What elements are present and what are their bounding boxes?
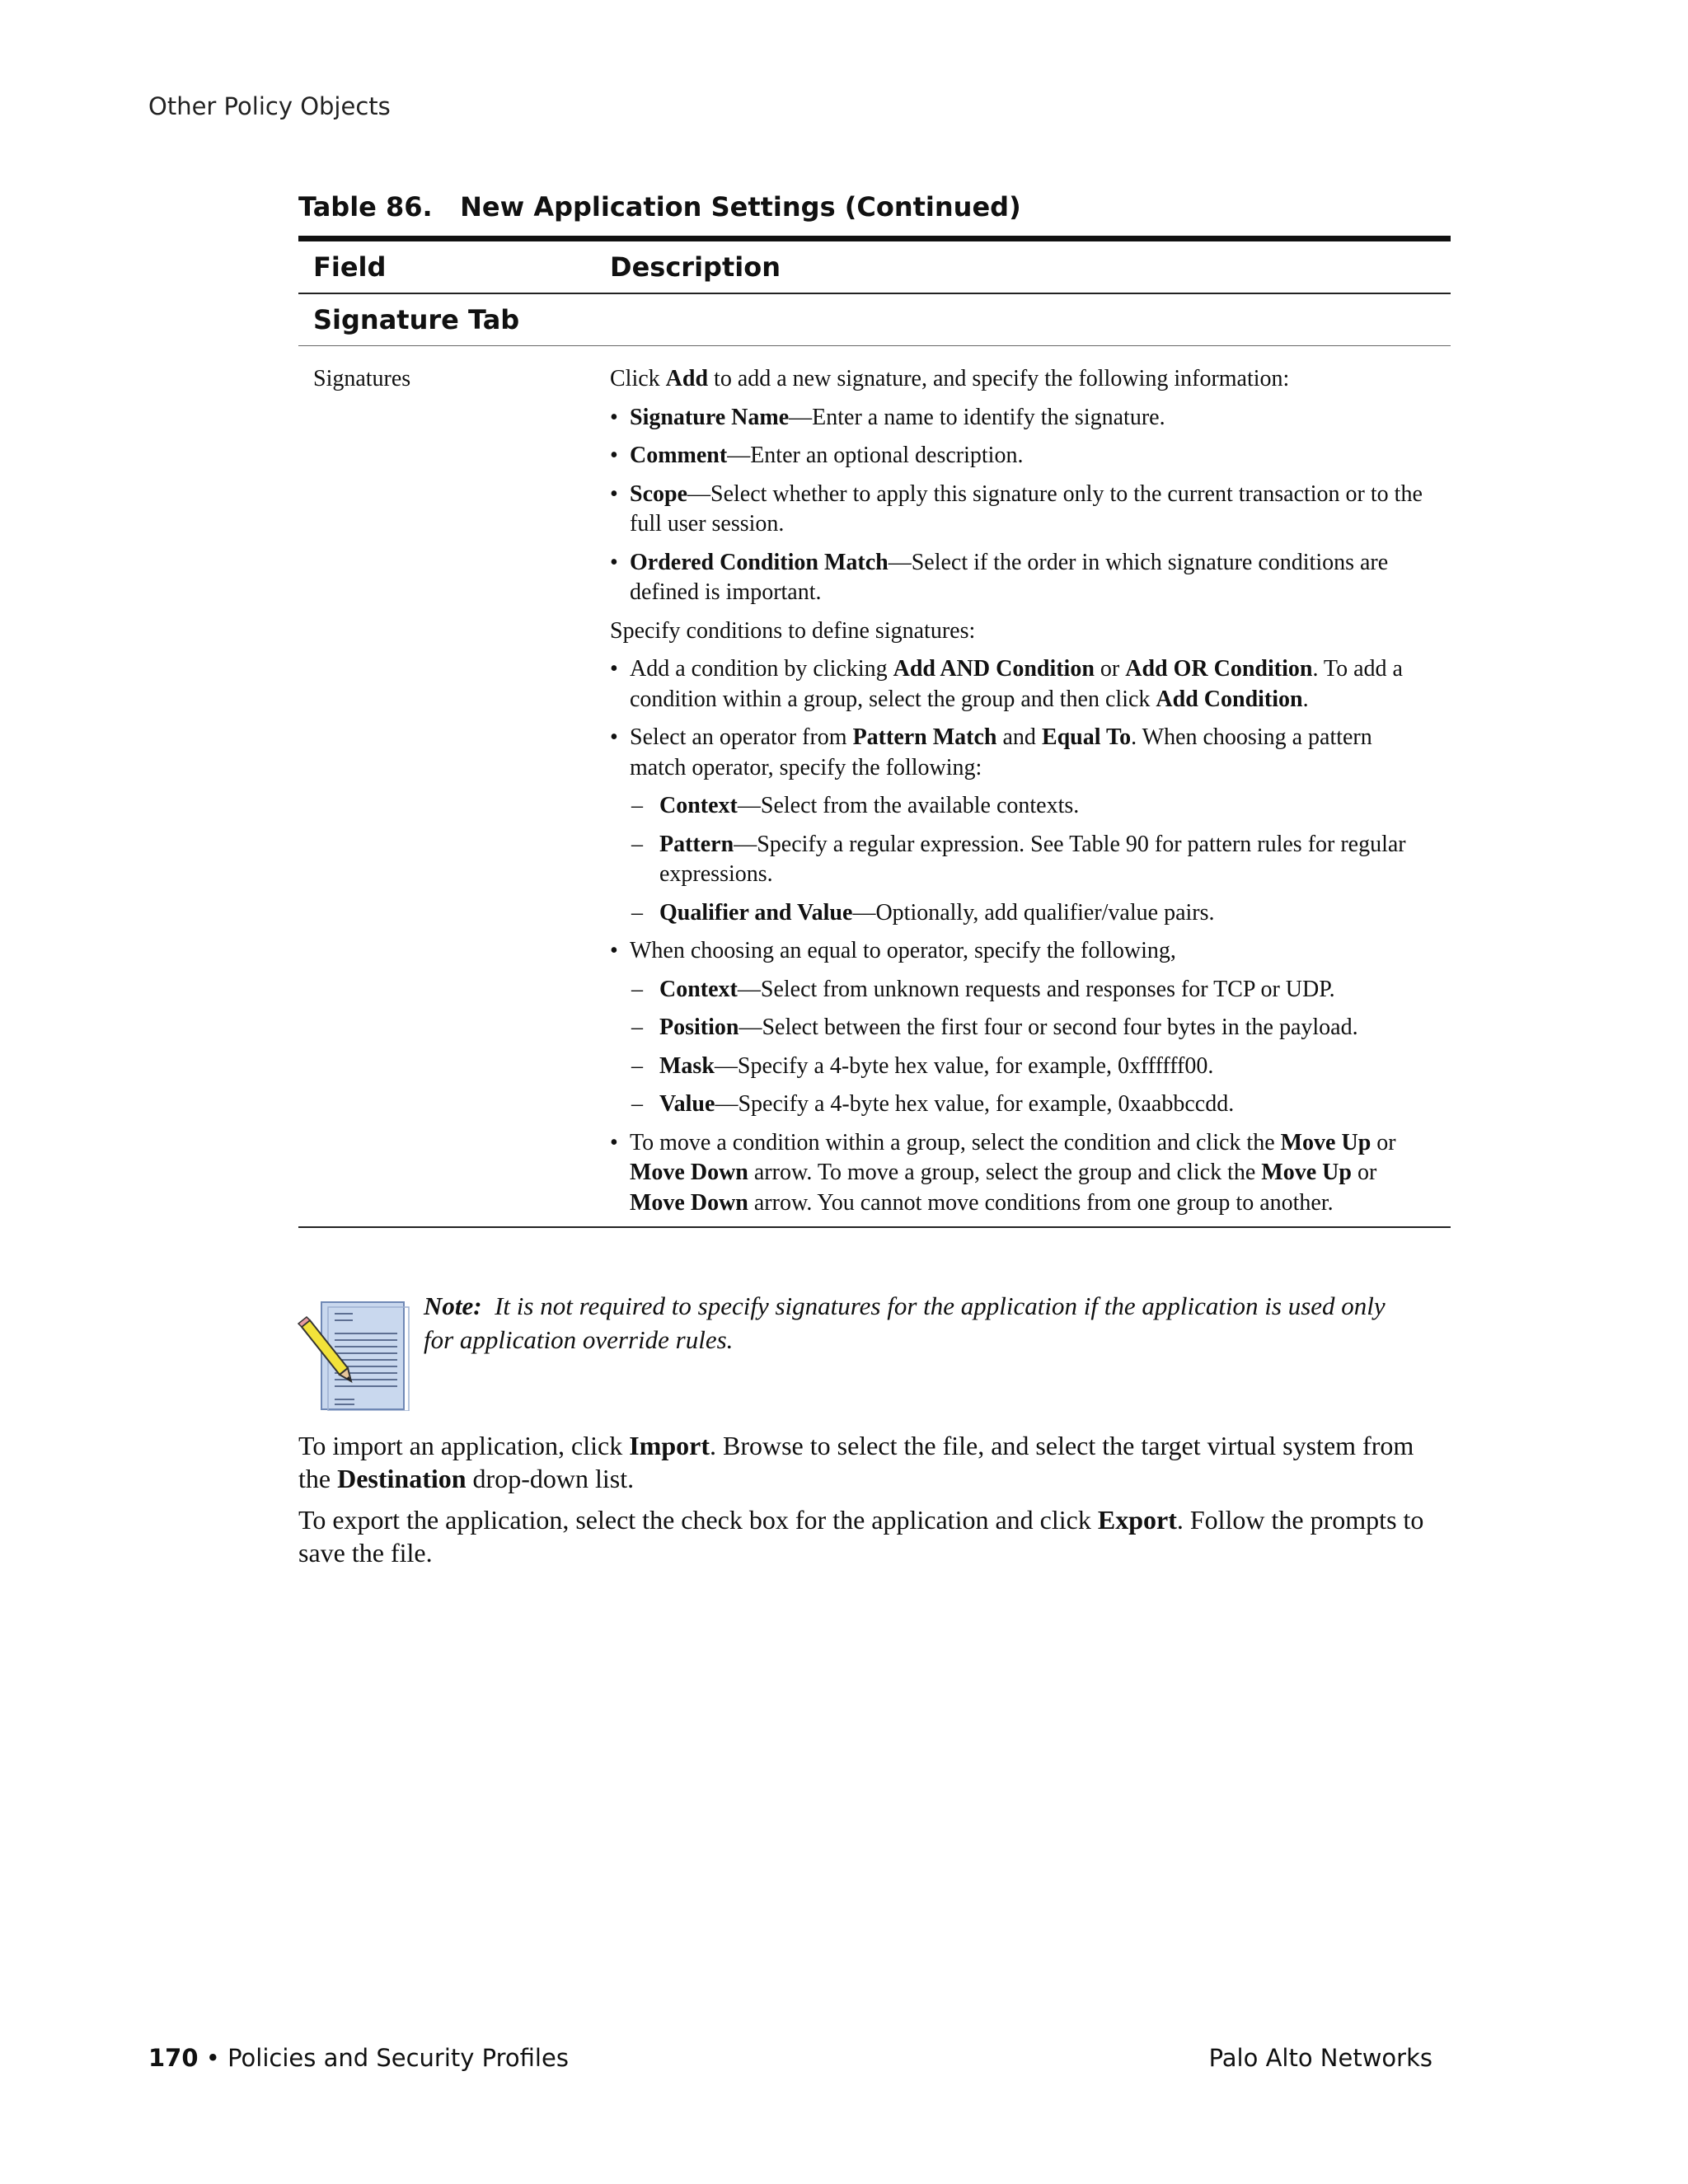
sub-list-item: – Mask—Specify a 4-byte hex value, for example, 0xffffff00. [631, 1052, 1214, 1079]
column-header-description: Description [610, 251, 781, 283]
note-pencil-icon [297, 1296, 412, 1411]
sub-list-item: – Pattern—Specify a regular expression. See Table 90 for pattern rules for regular expressions. [631, 831, 1406, 887]
list-item: • Signature Name—Enter a name to identify the signature. [610, 404, 1165, 430]
export-paragraph: To export the application, select the check box for the application and click Export. Follow the prompts to save the file. [298, 1505, 1424, 1568]
list-item: • Add a condition by clicking Add AND Condition or Add OR Condition. To add a condition within a group, select the group and then click Add Condition. [610, 656, 1403, 712]
list-item: • To move a condition within a group, select the condition and click the Move Up or Move Down arrow. To move a group, select the group and click the Move Up or Move Down arrow. You cannot move conditions from one group to another. [610, 1129, 1396, 1216]
list-item: • When choosing an equal to operator, specify the following, [610, 938, 1176, 963]
section-title: Signature Tab [313, 304, 520, 335]
table-row [298, 346, 1451, 1226]
section-row [298, 294, 1451, 345]
row-field: Signatures [313, 366, 411, 391]
page-number: 170 [148, 2044, 199, 2072]
list-item: • Comment—Enter an optional description. [610, 443, 1024, 468]
table-header-row [298, 241, 1451, 293]
sub-list-item: – Context—Select from the available contexts. [631, 793, 1080, 818]
list-item: • Scope—Select whether to apply this signature only to the current transaction or to the full user session. [610, 480, 1423, 537]
intro-text: Click Add to add a new signature, and specify the following information: [610, 366, 1290, 391]
specify-text: Specify conditions to define signatures: [610, 617, 976, 644]
sub-list-item: – Qualifier and Value—Optionally, add qualifier/value pairs. [631, 899, 1215, 926]
note-text: Note: It is not required to specify signatures for the application if the application is used only for application override rules. [424, 1291, 1386, 1354]
table-title: Table 86. New Application Settings (Continued) [298, 191, 1021, 223]
footer-section: Policies and Security Profiles [227, 2044, 569, 2072]
column-header-field: Field [313, 251, 387, 283]
list-item: • Select an operator from Pattern Match and Equal To. When choosing a pattern match operator, specify the following: [610, 724, 1372, 780]
list-item: • Ordered Condition Match—Select if the order in which signature conditions are defined is important. [610, 549, 1389, 605]
sub-list-item: – Context—Select from unknown requests and responses for TCP or UDP. [631, 976, 1335, 1002]
note-box [297, 1286, 1451, 1409]
table-bottom-rule [298, 1226, 1451, 1228]
settings-table [298, 236, 1451, 1228]
sub-list-item: – Value—Specify a 4-byte hex value, for example, 0xaabbccdd. [631, 1091, 1235, 1117]
table-top-rule [298, 236, 1451, 241]
footer-company: Palo Alto Networks [1208, 2044, 1432, 2072]
sub-list-item: – Position—Select between the first four or second four bytes in the payload. [631, 1015, 1358, 1040]
import-paragraph: To import an application, click Import. Browse to select the file, and select the target virtual system from the Destination drop-down list. [298, 1431, 1414, 1493]
row-description [610, 364, 1451, 1218]
running-head: Other Policy Objects [148, 92, 391, 120]
footer-left: 170 • Policies and Security Profiles [148, 2044, 569, 2072]
